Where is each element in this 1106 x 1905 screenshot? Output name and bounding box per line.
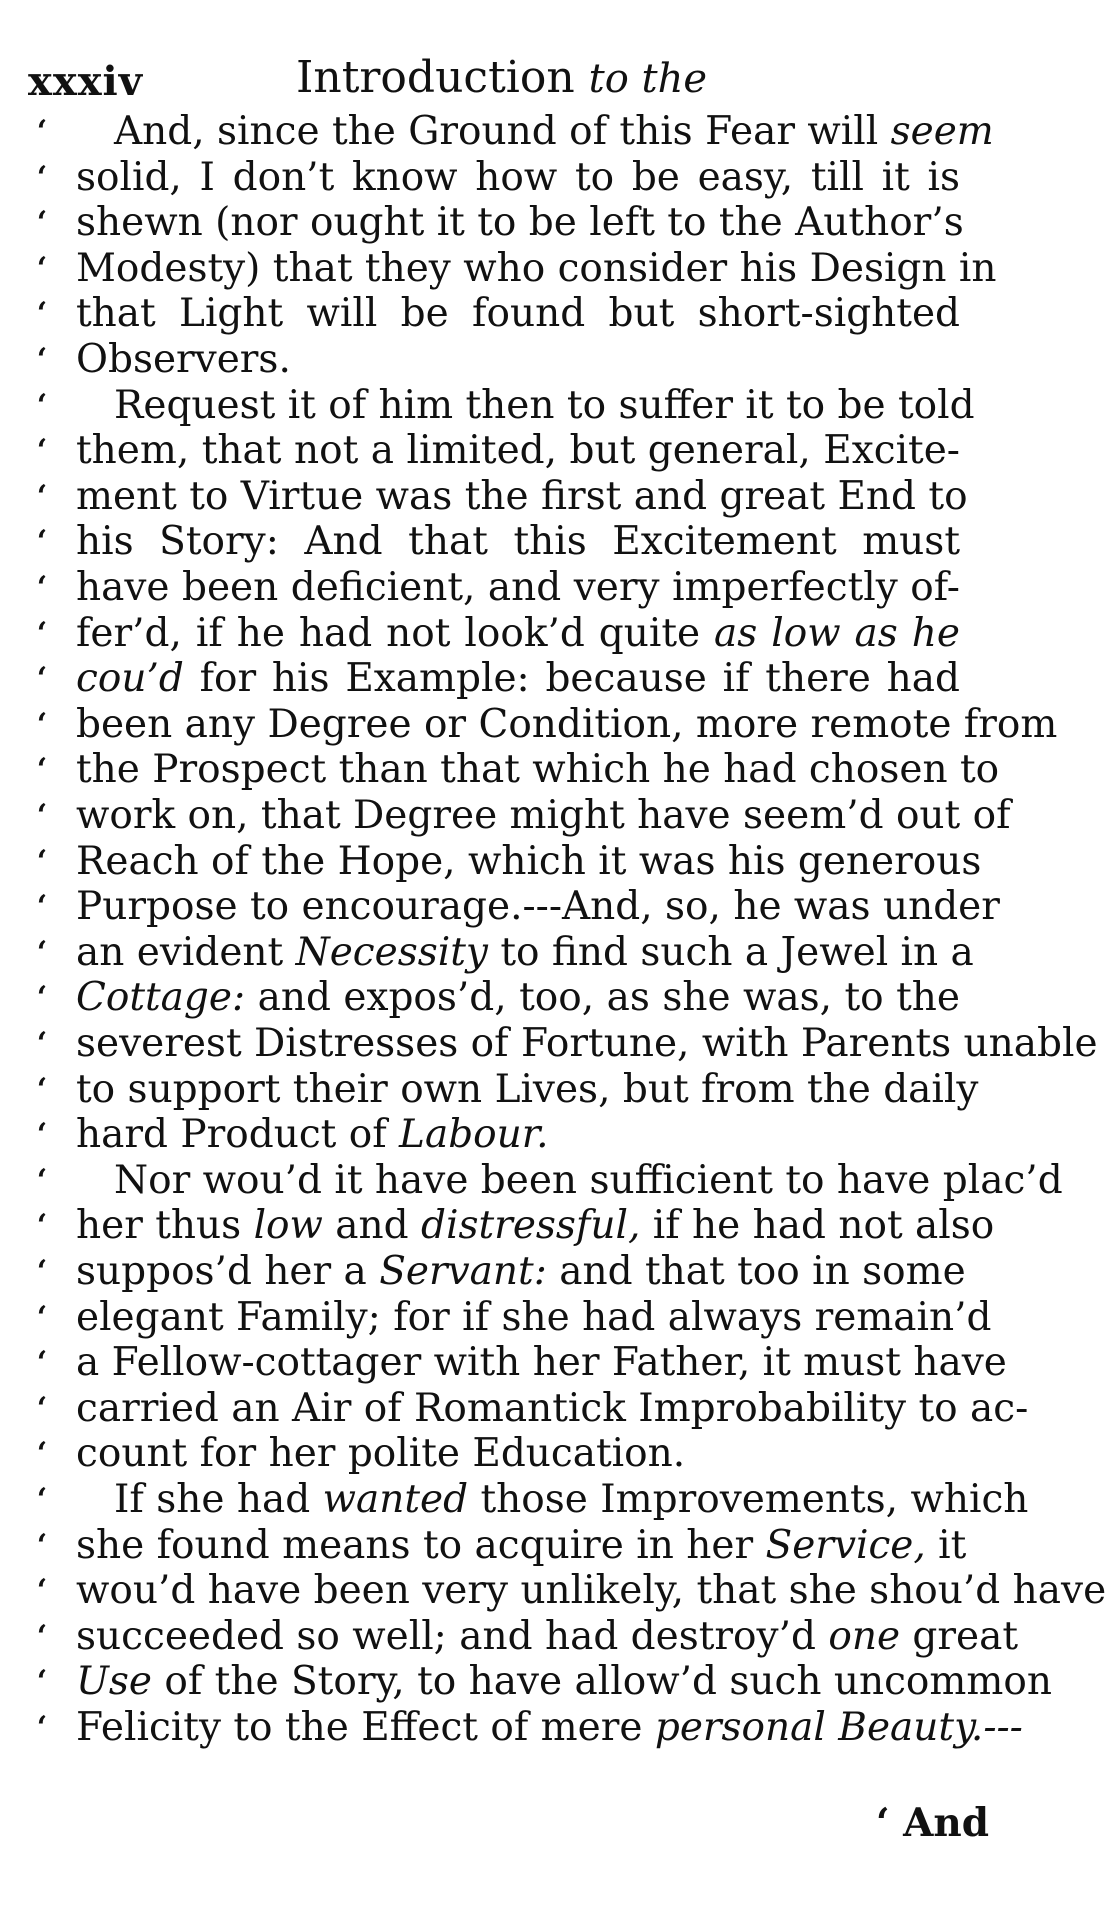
quote-mark: ‘	[36, 889, 48, 925]
italic-segment: wanted	[322, 1477, 469, 1522]
line-text	[76, 154, 960, 201]
text-segment: If she had	[114, 1477, 323, 1522]
quote-mark: ‘	[36, 524, 48, 560]
running-title-italic: to the	[588, 56, 708, 102]
text-segment: those Improvements, which	[468, 1477, 1029, 1522]
line-text	[76, 1111, 960, 1158]
text-line	[0, 199, 1000, 246]
text-segment: shewn (nor ought it to be left to the Author’s	[76, 200, 964, 246]
quote-mark: ‘	[36, 205, 48, 241]
text-segment: count for her polite Education.	[76, 1431, 686, 1477]
italic-segment: distressful,	[421, 1203, 641, 1249]
line-text	[76, 1385, 1029, 1432]
text-segment: his Story: And that this Excitement must	[76, 519, 960, 565]
text-segment: carried an Air of Romantick Improbability to ac-	[76, 1385, 1029, 1431]
text-segment: succeeded so well; and had destroy’d	[76, 1613, 829, 1659]
catchword: ‘ And	[876, 1800, 990, 1846]
line-text	[76, 974, 960, 1021]
text-segment: it	[925, 1522, 967, 1568]
text-line	[0, 883, 1000, 930]
text-line	[0, 1704, 1023, 1751]
line-text	[76, 518, 960, 565]
quote-mark: ‘	[36, 934, 48, 970]
italic-segment: one	[828, 1613, 901, 1659]
quote-mark: ‘	[36, 1573, 48, 1609]
line-text	[76, 473, 968, 520]
text-segment: Observers.	[76, 337, 291, 382]
text-segment: ment to Virtue was the first and great End to	[76, 473, 968, 519]
text-line	[0, 746, 1000, 793]
text-segment: Modesty) that they who consider his Design in	[76, 245, 997, 291]
text-line	[0, 1339, 1007, 1386]
italic-segment: Labour.	[399, 1112, 549, 1158]
italic-segment: low	[253, 1203, 323, 1249]
text-line	[0, 473, 1000, 520]
text-line	[0, 108, 1000, 155]
text-segment: that Light will be found but short-sighted	[76, 291, 960, 337]
quote-mark: ‘	[36, 342, 48, 377]
text-segment: if he had not also	[640, 1203, 995, 1249]
text-segment: an evident	[76, 929, 296, 975]
text-segment: Felicity to the Effect of mere	[76, 1705, 655, 1750]
running-title	[296, 52, 707, 103]
text-segment: and that too in some	[546, 1249, 966, 1294]
italic-segment: as low as he	[714, 610, 960, 656]
line-text	[76, 1248, 966, 1295]
text-segment: solid, I don’t know how to be easy, till it is	[76, 154, 960, 200]
text-line	[0, 701, 1058, 748]
quote-mark: ‘	[36, 1390, 48, 1426]
quote-mark: ‘	[36, 1710, 48, 1745]
text-line	[0, 838, 1000, 885]
quote-mark: ‘	[36, 661, 48, 697]
line-text	[76, 1704, 1023, 1751]
line-text	[76, 929, 974, 976]
page-header	[0, 52, 1000, 112]
text-line	[0, 564, 1000, 611]
line-text	[76, 746, 1000, 793]
page-number: xxxiv	[28, 58, 143, 105]
text-line	[0, 1066, 1000, 1113]
text-line	[0, 1294, 1000, 1341]
line-text	[114, 1476, 1029, 1523]
line-text	[76, 1658, 1052, 1705]
text-line	[0, 1476, 1029, 1523]
quote-mark: ‘	[36, 1208, 48, 1244]
line-text	[76, 655, 960, 702]
line-text	[76, 1339, 1007, 1386]
text-segment: Nor wou’d it have been sufficient to have plac’d	[114, 1157, 1063, 1203]
text-segment: great	[900, 1613, 1019, 1659]
text-line	[0, 1430, 1000, 1477]
text-segment: to find such a Jewel in a	[487, 929, 974, 975]
line-text	[76, 1020, 1098, 1067]
italic-segment: Servant:	[379, 1249, 547, 1294]
line-text	[76, 427, 960, 474]
quote-mark: ‘	[36, 1527, 48, 1563]
text-line	[0, 518, 1000, 565]
text-line	[0, 1111, 1000, 1158]
text-segment: Purpose to encourage.---And, so, he was under	[76, 884, 1000, 930]
line-text	[76, 1430, 960, 1477]
quote-mark: ‘	[36, 980, 48, 1016]
running-title-roman: Introduction	[296, 52, 575, 103]
text-segment: she found means to acquire in her	[76, 1522, 766, 1568]
line-text	[76, 610, 960, 657]
text-segment: suppos’d her a	[76, 1249, 380, 1294]
line-text	[76, 792, 1011, 839]
line-text	[76, 199, 964, 246]
quote-mark: ‘	[36, 433, 48, 469]
quote-mark: ‘	[36, 387, 48, 423]
text-segment: and	[322, 1203, 422, 1249]
line-text	[76, 245, 997, 292]
text-line	[0, 382, 1000, 429]
italic-segment: Use	[76, 1659, 152, 1705]
text-segment: wou’d have been very unlikely, that she shou’d have	[76, 1568, 1106, 1614]
text-segment: And, since the Ground of this Fear will	[114, 109, 891, 154]
text-line	[0, 1020, 1098, 1067]
text-line	[0, 929, 1000, 976]
text-line	[0, 792, 1011, 839]
line-text	[114, 382, 975, 429]
line-text	[76, 290, 960, 337]
quote-mark: ‘	[36, 1071, 48, 1107]
text-segment: elegant Family; for if she had always remain’d	[76, 1294, 992, 1340]
text-line	[0, 154, 1000, 201]
line-text	[76, 1202, 995, 1249]
quote-mark: ‘	[36, 798, 48, 833]
quote-mark: ‘	[36, 1162, 48, 1198]
quote-mark: ‘	[36, 1117, 48, 1153]
text-segment: been any Degree or Condition, more remote from	[76, 701, 1058, 747]
text-line	[0, 974, 1000, 1021]
quote-mark: ‘	[36, 570, 48, 605]
line-text	[76, 701, 1058, 748]
italic-segment: personal Beauty.---	[654, 1705, 1023, 1750]
text-line	[0, 290, 1000, 337]
line-text	[76, 883, 1000, 930]
text-line	[0, 245, 1000, 292]
quote-mark: ‘	[36, 1026, 48, 1061]
quote-mark: ‘	[36, 615, 48, 651]
text-line	[0, 1567, 1106, 1614]
quote-mark: ‘	[36, 706, 48, 742]
text-segment: Reach of the Hope, which it was his generous	[76, 838, 982, 884]
text-segment: and expos’d, too, as she was, to the	[245, 975, 960, 1021]
line-text	[114, 1157, 1063, 1204]
text-line	[0, 1658, 1052, 1705]
quote-mark: ‘	[36, 1436, 48, 1472]
italic-segment: Service,	[765, 1522, 926, 1568]
line-text	[76, 1066, 979, 1113]
text-line	[0, 427, 1000, 474]
text-segment: the Prospect than that which he had chosen to	[76, 747, 1000, 793]
text-line	[0, 1202, 1000, 1249]
line-text	[76, 838, 982, 885]
quote-mark: ‘	[36, 1618, 48, 1654]
quote-mark: ‘	[36, 1482, 48, 1517]
line-text	[114, 108, 994, 155]
text-line	[0, 655, 1000, 702]
text-segment: her thus	[76, 1203, 254, 1249]
line-text	[76, 336, 960, 383]
text-segment: fer’d, if he had not look’d quite	[76, 610, 715, 656]
text-line	[0, 1613, 1019, 1660]
quote-mark: ‘	[36, 250, 48, 286]
line-text	[76, 1613, 1019, 1660]
text-segment: severest Distresses of Fortune, with Parents unable	[76, 1021, 1098, 1066]
text-line	[0, 1248, 1000, 1295]
text-segment: hard Product of	[76, 1112, 400, 1158]
line-text	[76, 564, 960, 611]
quote-mark: ‘	[36, 478, 48, 514]
italic-segment: Necessity	[295, 929, 488, 975]
line-text	[76, 1567, 1106, 1614]
quote-mark: ‘	[36, 1345, 48, 1381]
text-segment: for his Example: because if there had	[183, 656, 960, 702]
quote-mark: ‘	[36, 296, 48, 332]
italic-segment: cou’d	[76, 656, 184, 702]
text-segment: Request it of him then to suffer it to be told	[114, 382, 975, 428]
line-text	[76, 1522, 967, 1569]
italic-segment: seem	[890, 109, 994, 154]
text-line	[0, 336, 1000, 383]
quote-mark: ‘	[36, 159, 48, 195]
text-segment: of the Story, to have allow’d such uncommon	[151, 1659, 1052, 1705]
text-line	[0, 1522, 1000, 1569]
text-segment: have been deficient, and very imperfectly of-	[76, 565, 960, 610]
text-segment: work on, that Degree might have seem’d out of	[76, 793, 1011, 838]
text-line	[0, 1157, 1063, 1204]
text-segment: to support their own Lives, but from the daily	[76, 1066, 979, 1112]
quote-mark: ‘	[36, 1664, 48, 1700]
text-line	[0, 1385, 1029, 1432]
text-segment: them, that not a limited, but general, Excite-	[76, 428, 960, 474]
quote-mark: ‘	[36, 752, 48, 788]
italic-segment: Cottage:	[76, 975, 246, 1021]
text-segment: a Fellow-cottager with her Father, it must have	[76, 1340, 1007, 1386]
quote-mark: ‘	[36, 1299, 48, 1335]
quote-mark: ‘	[36, 1254, 48, 1289]
quote-mark: ‘	[36, 843, 48, 879]
line-text	[76, 1294, 992, 1341]
text-line	[0, 610, 1000, 657]
quote-mark: ‘	[36, 114, 48, 149]
